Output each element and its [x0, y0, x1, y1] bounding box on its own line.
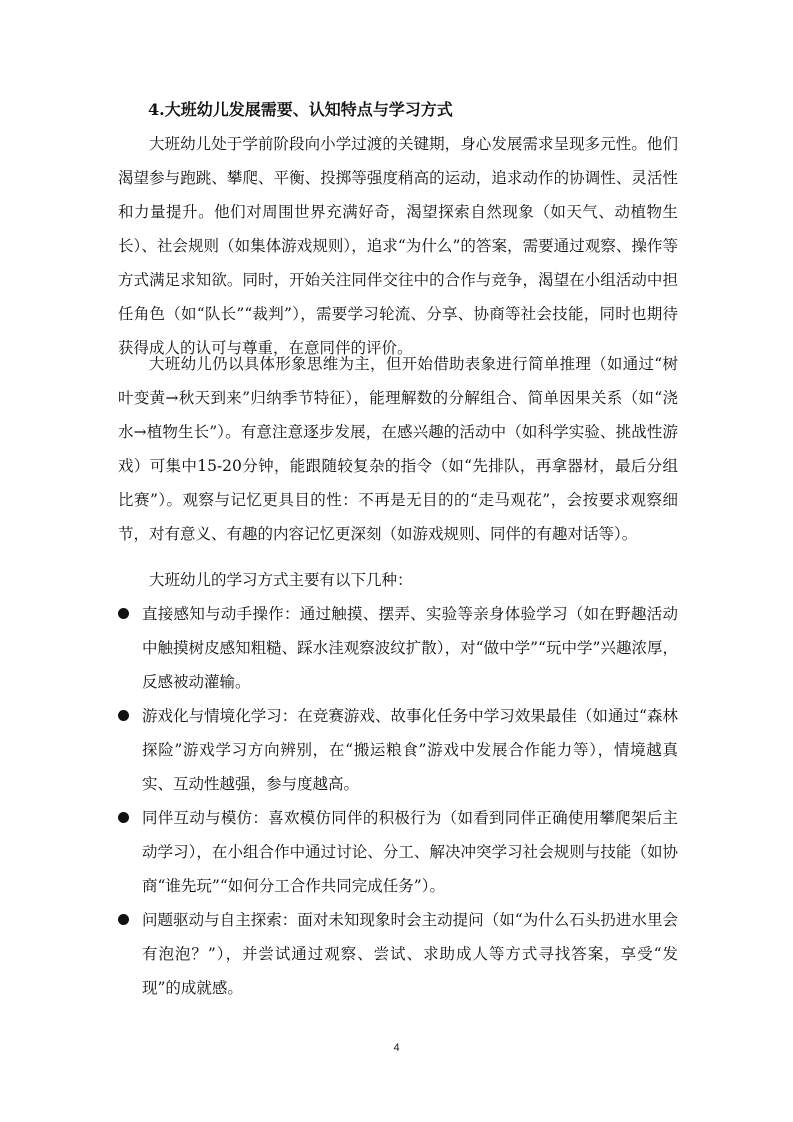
bullet-icon: [118, 710, 129, 721]
section-heading: 4.大班幼儿发展需要、认知特点与学习方式: [148, 100, 453, 119]
list-item-text: 直接感知与动手操作：通过触摸、摆弄、实验等亲身体验学习（如在野趣活动中触摸树皮感知粗糙、踩水洼观察波纹扩散），对“做中学”“玩中学”兴趣浓厚，反感被动灌输。: [142, 605, 678, 691]
list-item: [118, 699, 678, 801]
list-item: [118, 903, 678, 1005]
list-item-text: 问题驱动与自主探索：面对未知现象时会主动提问（如“为什么石头扔进水里会有泡泡？”），并尝试通过观察、尝试、求助成人等方式寻找答案，享受“发现”的成就感。: [142, 911, 678, 997]
list-item: [118, 597, 678, 699]
bullet-icon: [118, 812, 129, 823]
bullet-icon: [118, 914, 129, 925]
paragraph-learning-intro: 大班幼儿的学习方式主要有以下几种：: [149, 571, 413, 589]
learning-methods-list: [118, 597, 678, 1005]
list-item-text: 同伴互动与模仿：喜欢模仿同伴的积极行为（如看到同伴正确使用攀爬架后主动学习），在小组合作中通过讨论、分工、解决冲突学习社会规则与技能（如协商“谁先玩”“如何分工合作共同完成任务”）。: [142, 809, 678, 895]
page-number: 4: [393, 1042, 400, 1054]
paragraph-development-needs: 大班幼儿处于学前阶段向小学过渡的关键期，身心发展需求呈现多元性。他们渴望参与跑跳、攀爬、平衡、投掷等强度稍高的运动，追求动作的协调性、灵活性和力量提升。他们对周围世界充满好奇，渴望探索自然现象（如天气、动植物生长）、社会规则（如集体游戏规则），追求“为什么”的答案，需要通过观察、操作等方式满足求知欲。同时，开始关注同伴交往中的合作与竞争，渴望在小组活动中担任角色（如“队长”“裁判”），需要学习轮流、分享、协商等社会技能，同时也期待获得成人的认可与尊重，在意同伴的评价。: [118, 135, 678, 357]
list-item-text: 游戏化与情境化学习：在竞赛游戏、故事化任务中学习效果最佳（如通过“森林探险”游戏学习方向辨别，在“搬运粮食”游戏中发展合作能力等），情境越真实、互动性越强，参与度越高。: [142, 707, 678, 793]
paragraph-cognitive-traits: 大班幼儿仍以具体形象思维为主，但开始借助表象进行简单推理（如通过“树叶变黄→秋天到来”归纳季节特征），能理解数的分解组合、简单因果关系（如“浇水→植物生长”）。有意注意逐步发展，在感兴趣的活动中（如科学实验、挑战性游戏）可集中15-20分钟，能跟随较复杂的指令（如“先排队，再拿器材，最后分组比赛”）。观察与记忆更具目的性：不再是无目的的“走马观花”，会按要求观察细节，对有意义、有趣的内容记忆更深刻（如游戏规则、同伴的有趣对话等）。: [118, 355, 678, 543]
bullet-icon: [118, 608, 129, 619]
list-item: [118, 801, 678, 903]
